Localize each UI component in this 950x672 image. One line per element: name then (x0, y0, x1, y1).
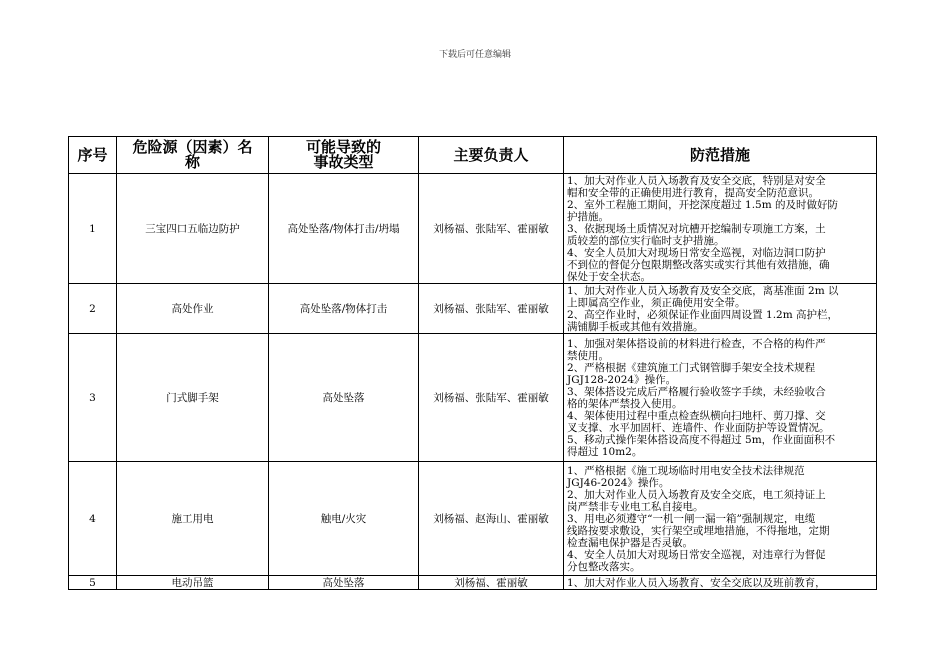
measure-line: JGJ128-2024》操作。 (567, 373, 677, 386)
measure-line: 1、加大对作业人员入场教育及安全交底，特别是对安全 (567, 174, 826, 187)
col-header-measures: 防范措施 (564, 137, 877, 174)
cell-owner: 刘杨福、霍丽敏 (419, 576, 564, 590)
measure-line: 3、架体搭设完成后严格履行验收签字手续，未经验收合 (567, 385, 826, 398)
cell-owner: 刘杨福、张陆军、霍丽敏 (419, 334, 564, 462)
measure-line: 2、室外工程施工期间，开挖深度超过 1.5m 的及时做好防 (567, 198, 839, 211)
measure-line: 护措施。 (567, 210, 609, 223)
measure-line: 叉支撑、水平加固杆、连墙件、作业面防护等设置情况。 (567, 421, 830, 434)
table-row (69, 334, 877, 462)
measure-line: 3、用电必须遵守“一机一闸一漏一箱”强制规定，电缆 (567, 512, 816, 525)
hazard-table (68, 136, 877, 590)
measure-line: 得超过 10m2。 (567, 445, 643, 458)
cell-owner: 刘杨福、张陆军、霍丽敏 (419, 284, 564, 334)
header-note: 下载后可任意编辑 (438, 50, 511, 60)
measure-line: 分包整改落实。 (567, 560, 641, 573)
measure-line: 2、高空作业时，必须保证作业面四周设置 1.2m 高护栏， (567, 308, 839, 321)
measure-line: 2、严格根据《建筑施工门式钢管脚手架安全技术规程 (567, 361, 816, 374)
measure-line: 保处于安全状态。 (567, 270, 651, 283)
cell-accident: 触电/火灾 (269, 462, 419, 576)
col-header-hazard-line2: 称 (184, 153, 200, 171)
col-header-hazard-line1: 危险源（因素）名 (132, 138, 253, 156)
cell-accident: 高处坠落/物体打击 (269, 284, 419, 334)
cell-hazard: 门式脚手架 (117, 334, 269, 462)
col-header-hazard (117, 137, 269, 174)
measure-line: 4、安全人员加大对现场日常安全巡视，对违章行为督促 (567, 548, 826, 561)
cell-no: 3 (69, 334, 117, 462)
measure-line: 4、安全人员加大对现场日常安全巡视，对临边洞口防护 (567, 246, 826, 259)
measure-line: 帽和安全带的正确使用进行教育，提高安全防范意识。 (567, 186, 819, 199)
measure-line: 不到位的督促分包限期整改落实或实行其他有效措施，确 (567, 258, 830, 271)
measure-line: 1、加强对架体搭设前的材料进行检查，不合格的构件严 (567, 337, 826, 350)
cell-owner: 刘杨福、赵海山、霍丽敏 (419, 462, 564, 576)
cell-measures (564, 462, 877, 576)
measure-line: 岗严禁非专业电工私自接电。 (567, 500, 704, 513)
col-header-accident-line2: 事故类型 (313, 153, 374, 171)
measure-line: 2、加大对作业人员入场教育及安全交底，电工须持证上 (567, 488, 826, 501)
measure-line: 质较差的部位实行临时支护措施。 (567, 234, 725, 247)
col-header-no: 序号 (69, 137, 117, 174)
table-row (69, 284, 877, 334)
measure-line: 1、严格根据《施工现场临时用电安全技术法律规范 (567, 464, 805, 477)
cell-accident: 高处坠落 (269, 576, 419, 590)
col-header-accident-line1: 可能导致的 (305, 138, 381, 156)
cell-measures (564, 334, 877, 462)
measure-line: 1、加大对作业人员入场教育及安全交底，离基准面 2m 以 (567, 284, 839, 297)
cell-hazard: 高处作业 (117, 284, 269, 334)
measure-line: 3、依据现场土质情况对坑槽开挖编制专项施工方案，土 (567, 222, 826, 235)
cell-no: 4 (69, 462, 117, 576)
cell-accident: 高处坠落 (269, 334, 419, 462)
col-header-owner: 主要负责人 (419, 137, 564, 174)
measure-line: 格的架体严禁投入使用。 (567, 397, 683, 410)
measure-line: 1、加大对作业人员入场教育、安全交底以及班前教育， (567, 576, 826, 589)
cell-no: 5 (69, 576, 117, 590)
table-row (69, 174, 877, 284)
cell-hazard: 施工用电 (117, 462, 269, 576)
table-header-row (69, 137, 877, 174)
cell-accident: 高处坠落/物体打击/坍塌 (269, 174, 419, 284)
table-row (69, 576, 877, 590)
cell-no: 1 (69, 174, 117, 284)
cell-owner: 刘杨福、张陆军、霍丽敏 (419, 174, 564, 284)
measure-line: 检查漏电保护器是否灵敏。 (567, 536, 693, 549)
cell-no: 2 (69, 284, 117, 334)
measure-line: 5、移动式操作架体搭设高度不得超过 5m，作业面面积不 (567, 433, 836, 446)
measure-line: 满铺脚手板或其他有效措施。 (567, 320, 704, 333)
cell-measures (564, 576, 877, 590)
cell-measures (564, 174, 877, 284)
measure-line: JGJ46-2024》操作。 (567, 476, 670, 489)
cell-measures (564, 284, 877, 334)
measure-line: 4、架体使用过程中重点检查纵横向扫地杆、剪刀撑、交 (567, 409, 826, 422)
measure-line: 线路按要求敷设，实行架空或埋地措施，不得拖地，定期 (567, 524, 830, 537)
measure-line: 禁使用。 (567, 349, 609, 362)
cell-hazard: 电动吊篮 (117, 576, 269, 590)
col-header-accident (269, 137, 419, 174)
table-row (69, 462, 877, 576)
cell-hazard: 三宝四口五临边防护 (117, 174, 269, 284)
measure-line: 上即属高空作业，须正确使用安全带。 (567, 296, 746, 309)
